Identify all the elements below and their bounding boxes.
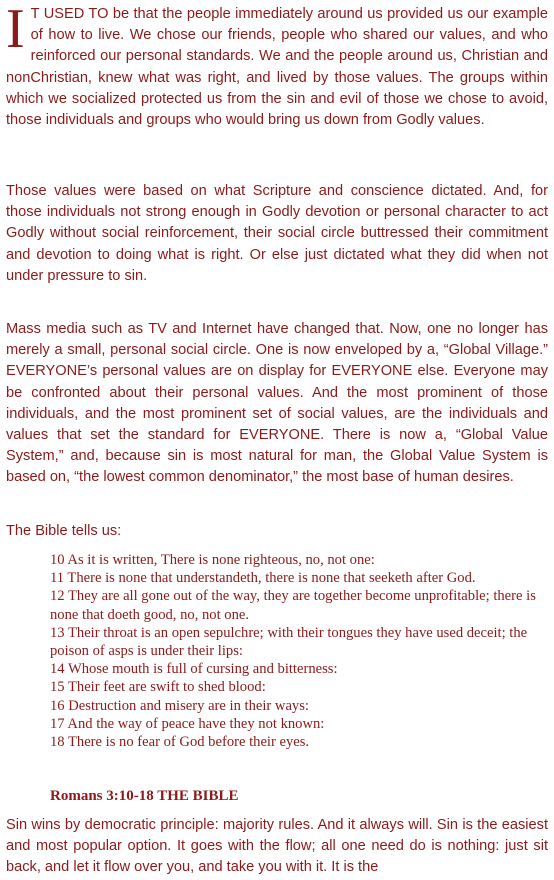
verse: 11 There is none that understandeth, there is none that seeketh after God. [50, 570, 476, 587]
verse: 15 Their feet are swift to shed blood: [50, 679, 266, 696]
verse: 13 Their throat is an open sepulchre; with their tongues they have used deceit; the poison of asps is under their lips: [50, 624, 528, 660]
scripture-citation: Romans 3:10-18 THE BIBLE [50, 788, 239, 804]
paragraph-values: Those values were based on what Scripture and conscience dictated. And, for those individuals not strong enough in Godly devotion or personal character to act Godly without social reinforcement, their social circle buttressed their commitment and devotion to doing what is right. Or else just dictated what they did when not under pressure to sin. [6, 183, 548, 284]
verse: 10 As it is written, There is none righteous, no, not one: [50, 552, 375, 568]
verse: 16 Destruction and misery are in their ways: [50, 697, 309, 714]
drop-cap: I [6, 0, 25, 60]
verse: 12 They are all gone out of the way, they are together become unprofitable; there is none that doeth good, no, not one. [50, 588, 536, 623]
paragraph-majority-rules: Sin wins by democratic principle: majority rules. And it always will. Sin is the easiest and most popular option. It goes with the flow; all one need do is nothing: just sit back, and let it flow over you, and take you with it. It is the [6, 817, 548, 876]
paragraph-intro [6, 0, 548, 131]
scripture-quote [50, 551, 550, 751]
bible-intro: The Bible tells us: [6, 523, 122, 539]
verse: 17 And the way of peace have they not known: [50, 715, 325, 732]
paragraph-intro-text: T USED TO be that the people immediately around us provided us our example of how to live. We chose our friends, people who shared our values, and who reinforced our personal standards. We and the people around us, Christian and nonChristian, knew what was right, and lived by those values. The groups within which we socialized protected us from the sin and evil of those we chose to avoid, those individuals and groups who would bring us down from Godly values. [6, 6, 548, 129]
verse: 14 Whose mouth is full of cursing and bitterness: [50, 661, 338, 678]
paragraph-mass-media: Mass media such as TV and Internet have changed that. Now, one no longer has merely a small, personal social circle. One is now enveloped by a, “Global Village.” EVERYONE’s personal values are on display for EVERYONE else. Everyone may be confronted about their personal values. And the most prominent of those individuals, and the most prominent set of social values, are the individuals and values that set the standard for EVERYONE. There is now a, “Global Value System,” and, because sin is most natural for man, the Global Value System is based on, “the lowest common denominator,” the most base of human desires. [6, 321, 548, 486]
verse: 18 There is no fear of God before their eyes. [50, 734, 310, 751]
